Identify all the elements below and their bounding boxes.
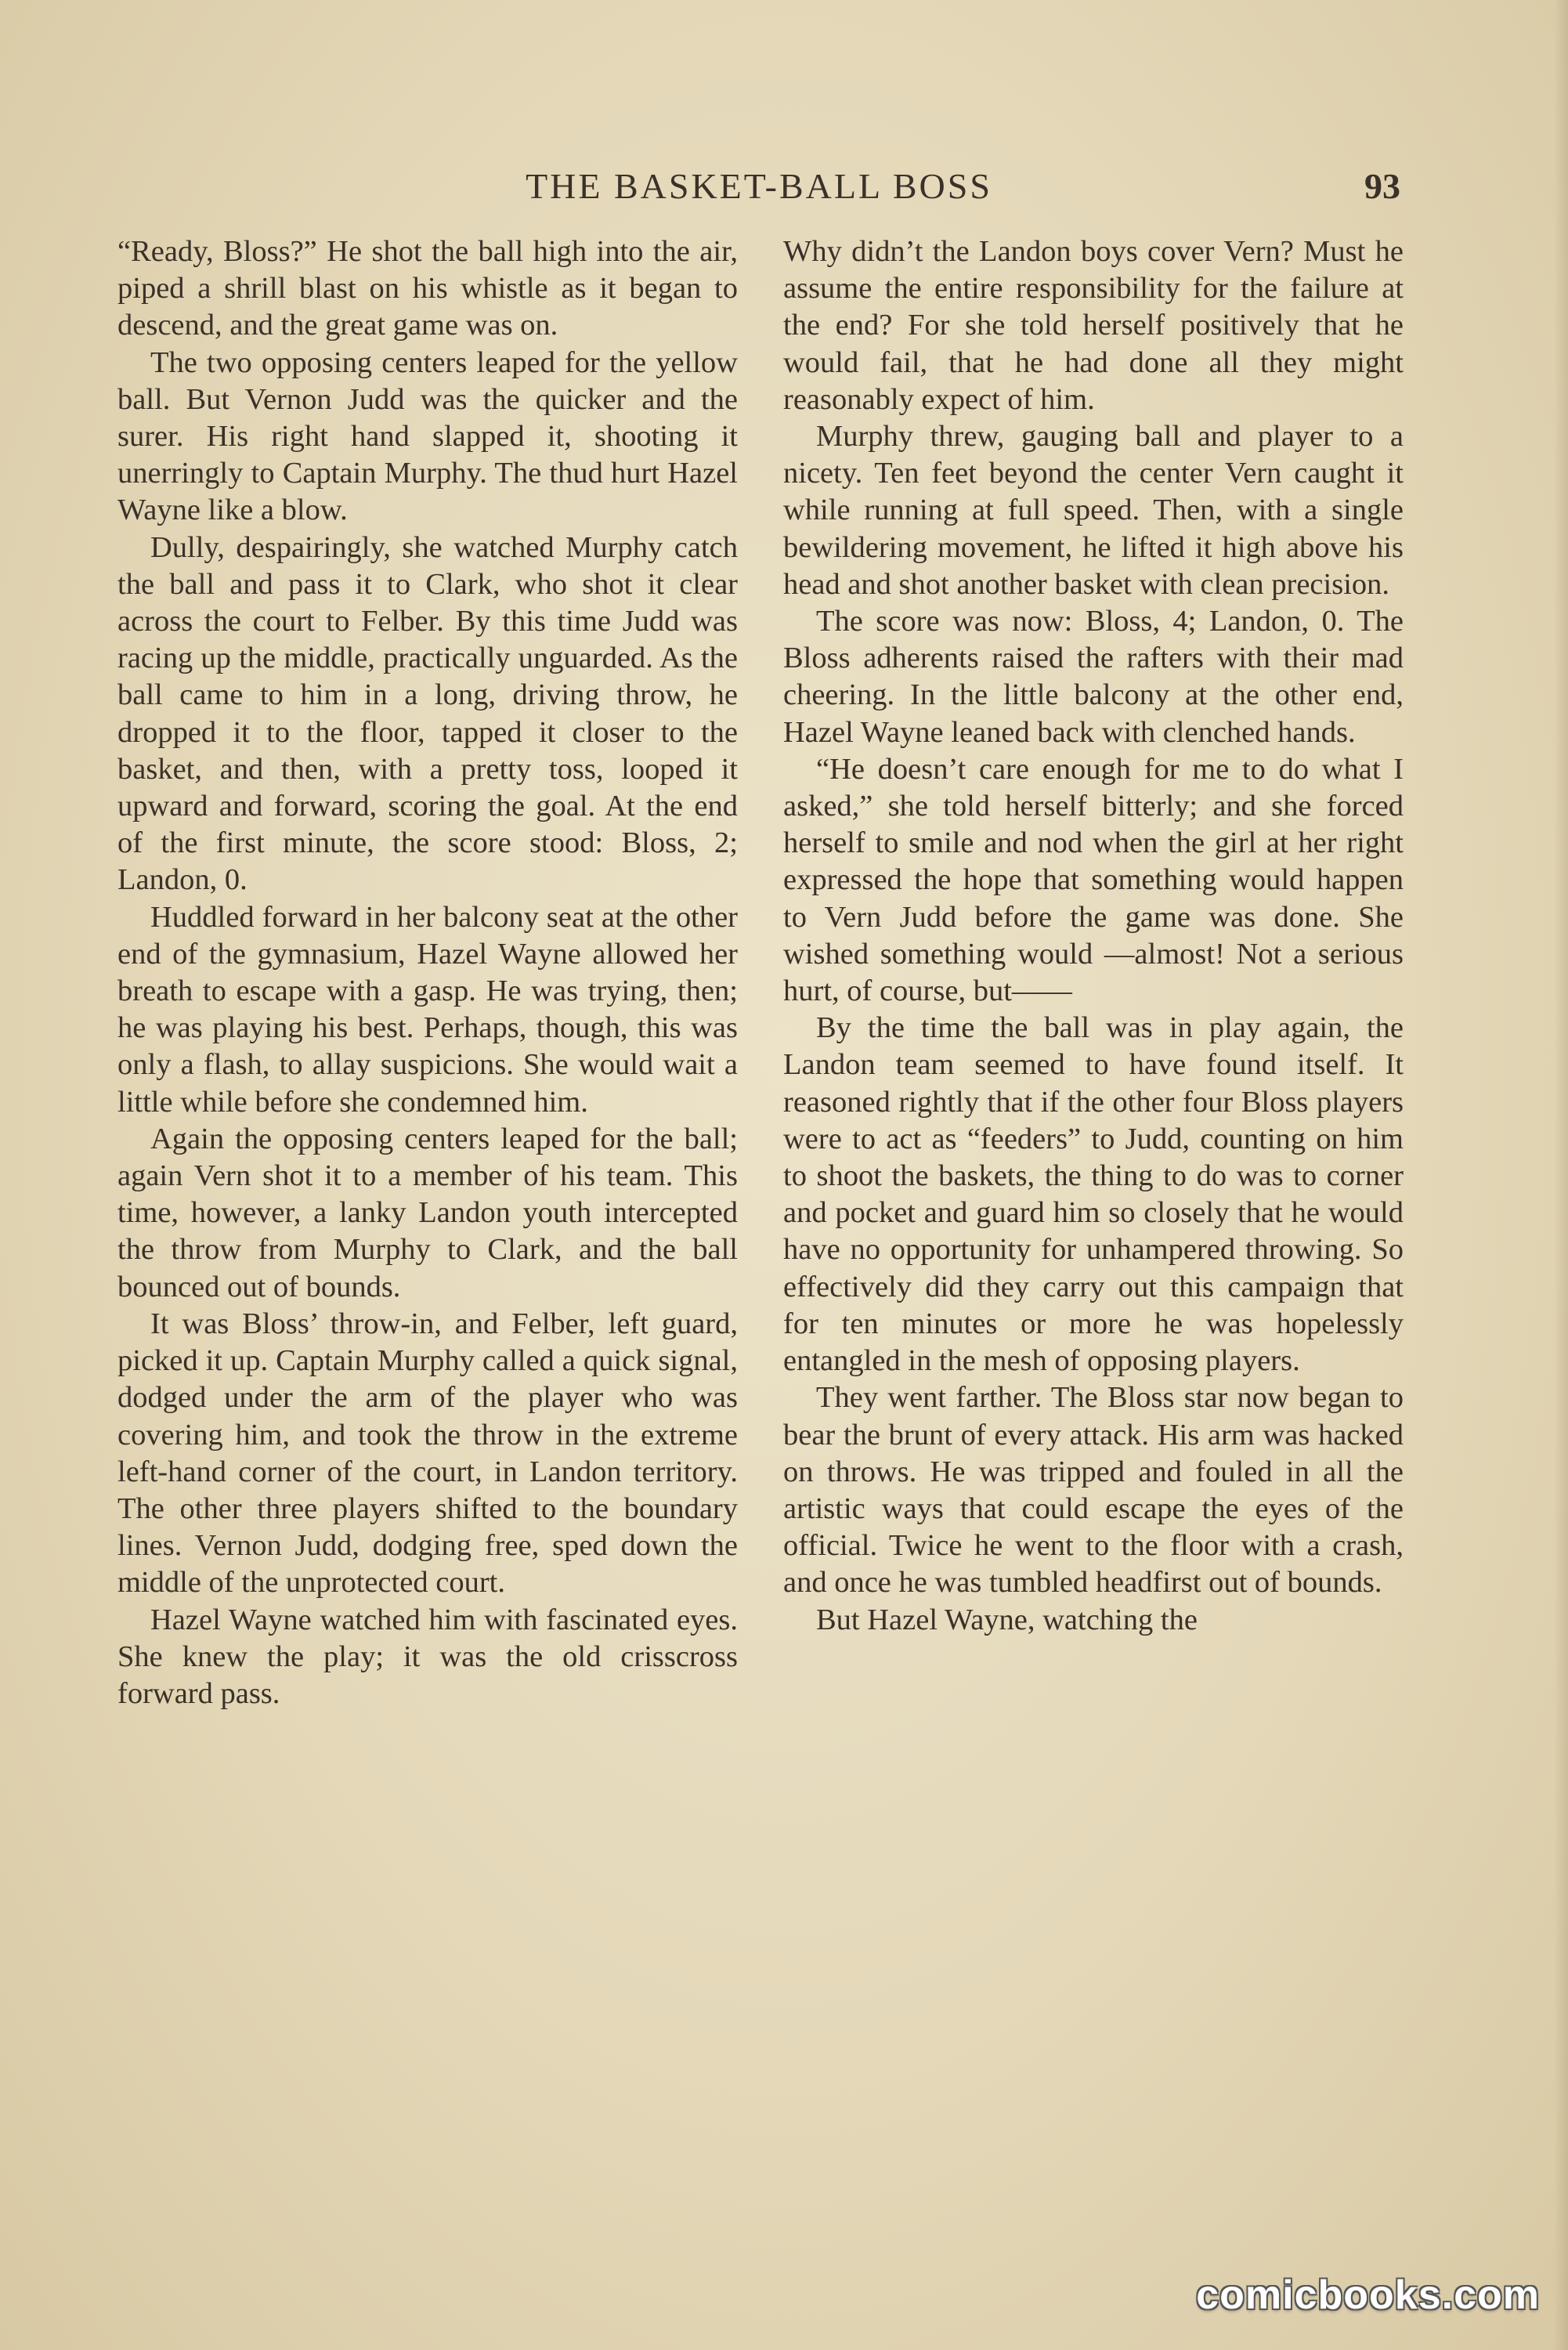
paragraph: Why didn’t the Landon boys cover Vern? Must he assume the entire responsibility for the failure at the end? For she told herself positively that he would fail, that he had done all they might reasonably expect of him. [783,235,1404,416]
paragraph: “He doesn’t care enough for me to do what I asked,” she told herself bitterly; and she forced herself to smile and nod when the girl at her right expressed the hope that something would happen to Vern Judd before the game was done. She wished something would —almost! Not a serious hurt, of course, but—— [783,752,1404,1008]
paragraph: But Hazel Wayne, watching the [816,1603,1198,1636]
watermark-stamp: comicbooks.com [1196,2272,1540,2318]
page-edge-shadow [1554,0,1568,2350]
paragraph: “Ready, Bloss?” He shot the ball high into the air, piped a shrill blast on his whistle as it began to descend, and the great game was on. [117,235,738,342]
running-head [117,163,1400,210]
paragraph: Dully, despairingly, she watched Murphy catch the ball and pass it to Clark, who shot it clear across the court to Felber. By this time Judd was racing up the middle, practically unguarded. As the ball came to him in a long, driving throw, he dropped it to the floor, tapped it closer to the basket, and then, with a pretty toss, looped it upward and forward, scoring the goal. At the end of the first minute, the score stood: Bloss, 2; Landon, 0. [117,530,738,897]
right-column [783,233,1404,1639]
paragraph: It was Bloss’ throw-in, and Felber, left guard, picked it up. Captain Murphy called a quick signal, dodged under the arm of the player who was covering him, and took the throw in the extreme left-hand corner of the court, in Landon territory. The other three players shifted to the boundary lines. Vernon Judd, dodging free, sped down the middle of the unprotected court. [117,1307,738,1600]
paragraph: Hazel Wayne watched him with fascinated eyes. She knew the play; it was the old crisscross forward pass. [117,1603,738,1710]
paragraph: They went farther. The Bloss star now began to bear the brunt of every attack. His arm was hacked on throws. He was tripped and fouled in all the artistic ways that could escape the eyes of the official. Twice he went to the floor with a crash, and once he was tumbled headfirst out of bounds. [783,1381,1404,1600]
running-title: THE BASKET-BALL BOSS [526,166,992,206]
left-column [117,233,738,1712]
paragraph: The score was now: Bloss, 4; Landon, 0. The Bloss adherents raised the rafters with their mad cheering. In the little balcony at the other end, Hazel Wayne leaned back with clenched hands. [783,605,1404,749]
paragraph: By the time the ball was in play again, the Landon team seemed to have found itself. It reasoned rightly that if the other four Bloss players were to act as “feeders” to Judd, counting on him to shoot the baskets, the thing to do was to corner and pocket and guard him so closely that he would have no opportunity for unhampered throwing. So effectively did they carry out this campaign that for ten minutes or more he was hopelessly entangled in the mesh of opposing players. [783,1011,1404,1378]
paragraph: Murphy threw, gauging ball and player to a nicety. Ten feet beyond the center Vern caught it while running at full speed. Then, with a single bewildering movement, he lifted it high above his head and shot another basket with clean precision. [783,420,1404,601]
paragraph: The two opposing centers leaped for the yellow ball. But Vernon Judd was the quicker and the surer. His right hand slapped it, shooting it unerringly to Captain Murphy. The thud hurt Hazel Wayne like a blow. [117,345,738,527]
page-number: 93 [1364,166,1400,206]
paragraph: Again the opposing centers leaped for the ball; again Vern shot it to a member of his team. This time, however, a lanky Landon youth intercepted the throw from Murphy to Clark, and the ball bounced out of bounds. [117,1122,738,1303]
paragraph: Huddled forward in her balcony seat at the other end of the gymnasium, Hazel Wayne allowed her breath to escape with a gasp. He was trying, then; he was playing his best. Perhaps, though, this was only a flash, to allay suspicions. She would wait a little while before she condemned him. [117,900,738,1119]
